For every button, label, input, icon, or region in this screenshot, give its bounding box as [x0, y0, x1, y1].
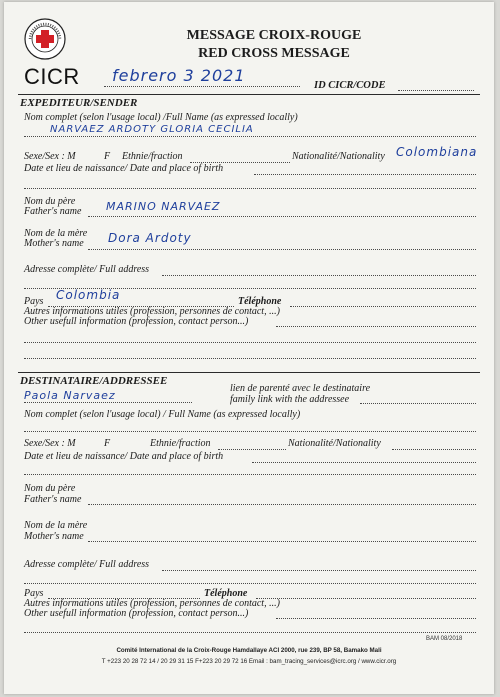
footer-address: Comité International de la Croix-Rouge Hamdallaye ACI 2000, rue 239, BP 58, Bamako Mali — [116, 647, 382, 654]
addressee-sex-f: F — [104, 438, 111, 449]
sender-mother-value: Dora Ardoty — [108, 231, 192, 245]
sender-nationality-label: Nationalité/Nationality — [292, 151, 385, 162]
addressee-full-name-label: Nom complet (selon l'usage local) / Full Name (as expressed locally) — [24, 409, 301, 420]
addressee-address-label: Adresse complète/ Full address — [24, 559, 150, 570]
addressee-father-label-fr: Nom du père — [24, 483, 76, 494]
org-short-name: CICR — [24, 64, 80, 89]
red-cross-message-form — [4, 2, 494, 694]
form-code: BAM 08/2018 — [426, 636, 463, 642]
addressee-ethnic-label: Ethnie/fraction — [150, 438, 211, 449]
date-value: febrero 3 2021 — [112, 66, 246, 85]
sender-father-value: MARINO NARVAEZ — [106, 200, 221, 213]
addressee-other-info-en: Other usefull information (profession, contact person...) — [24, 608, 249, 619]
title-en: RED CROSS MESSAGE — [198, 46, 350, 61]
sender-full-name-value: NARVAEZ ARDOTY GLORIA CECILIA — [50, 124, 254, 135]
sender-father-label-fr: Nom du père — [24, 196, 76, 207]
sender-country-value: Colombia — [56, 288, 121, 302]
addressee-mother-label-en: Mother's name — [24, 531, 84, 542]
sender-other-info-en: Other usefull information (profession, contact person...) — [24, 316, 249, 327]
addressee-section-title: DESTINATAIRE/ADDRESSEE — [20, 375, 168, 387]
sender-mother-label-en: Mother's name — [24, 238, 84, 249]
addressee-dob-label: Date et lieu de naissance/ Date and place of birth — [24, 451, 224, 462]
sender-country-label: Pays — [24, 296, 44, 307]
addressee-sex-label: Sexe/Sex : M — [24, 438, 76, 449]
title-fr: MESSAGE CROIX-ROUGE — [186, 28, 362, 43]
addressee-father-label-en: Father's name — [24, 494, 82, 505]
sender-full-name-label: Nom complet (selon l'usage local) /Full Name (as expressed locally) — [24, 112, 298, 123]
addressee-name-value: Paola Narvaez — [24, 389, 116, 402]
sender-nationality-value: Colombiana — [396, 145, 478, 159]
addressee-nationality-label: Nationalité/Nationality — [288, 438, 381, 449]
sender-sex-f: F — [104, 151, 111, 162]
sender-dob-label: Date et lieu de naissance/ Date and place of birth — [24, 163, 224, 174]
addressee-relation-en: family link with the addressee — [230, 394, 350, 405]
sender-section-title: EXPEDITEUR/SENDER — [20, 97, 138, 109]
addressee-country-label: Pays — [24, 588, 44, 599]
red-cross-emblem-icon — [24, 18, 66, 60]
sender-mother-label-fr: Nom de la mère — [24, 228, 88, 239]
sender-other-info-fr: Autres informations utiles (profession, personnes de contact, ...) — [24, 306, 280, 317]
addressee-relation-fr: lien de parenté avec le destinataire — [230, 383, 371, 394]
addressee-phone-label: Téléphone — [204, 588, 248, 599]
icrc-logo — [24, 18, 66, 60]
id-code-label: ID CICR/CODE — [314, 80, 386, 91]
sender-phone-label: Téléphone — [238, 296, 282, 307]
sender-ethnic-label: Ethnie/fraction — [122, 151, 183, 162]
footer-contact: T +223 20 28 72 14 / 20 29 31 15 F+223 20 29 72 16 Email : bam_tracing_services@icrc.org / www.cicr.org — [101, 658, 397, 665]
sender-sex-label: Sexe/Sex : M — [24, 151, 76, 162]
sender-address-label: Adresse complète/ Full address — [24, 264, 150, 275]
sender-father-label-en: Father's name — [24, 206, 82, 217]
addressee-mother-label-fr: Nom de la mère — [24, 520, 88, 531]
addressee-other-info-fr: Autres informations utiles (profession, personnes de contact, ...) — [24, 598, 280, 609]
